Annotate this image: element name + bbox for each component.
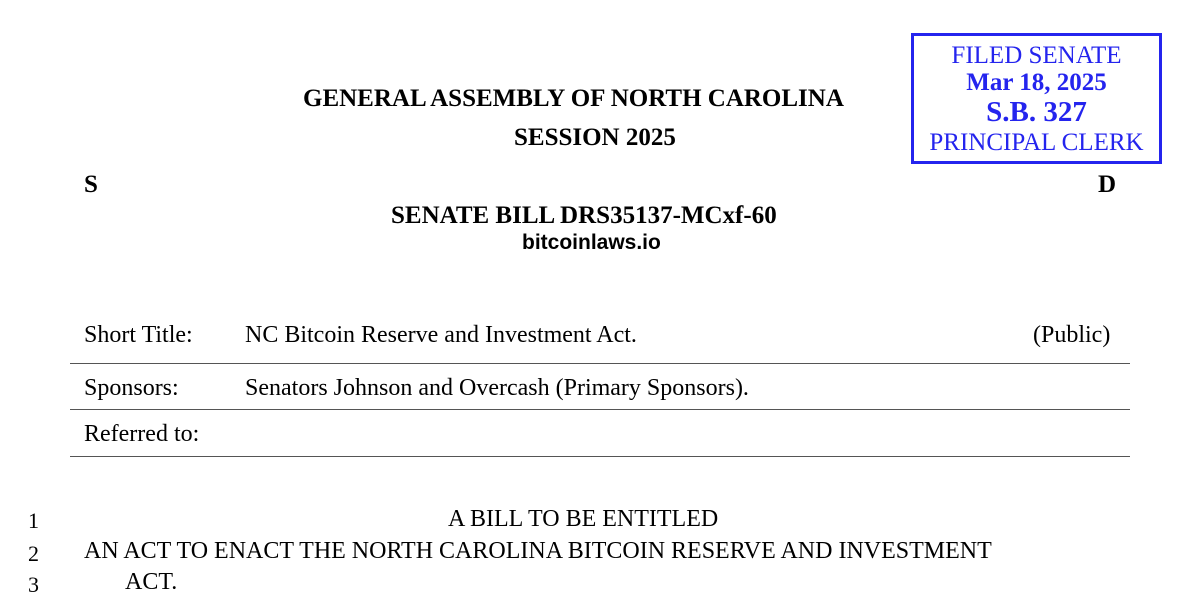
stamp-clerk-label: PRINCIPAL CLERK — [929, 129, 1144, 156]
table-divider — [70, 409, 1130, 410]
line-number: 2 — [28, 541, 39, 566]
stamp-bill-number: S.B. 327 — [986, 96, 1087, 128]
line-number: 3 — [28, 572, 39, 597]
bill-number: SENATE BILL DRS35137-MCxf-60 — [391, 202, 777, 229]
table-divider — [70, 363, 1130, 364]
stamp-date: Mar 18, 2025 — [966, 69, 1107, 96]
version-code: D — [1098, 171, 1117, 198]
session-heading: SESSION 2025 — [514, 124, 676, 151]
referred-to-label: Referred to: — [84, 421, 200, 447]
website-watermark: bitcoinlaws.io — [522, 231, 661, 254]
short-title-value: NC Bitcoin Reserve and Investment Act. — [245, 322, 637, 348]
general-assembly-heading: GENERAL ASSEMBLY OF NORTH CAROLINA — [303, 85, 844, 112]
sponsors-value: Senators Johnson and Overcash (Primary Sponsors). — [245, 375, 749, 401]
short-title-type: (Public) — [1033, 322, 1111, 348]
act-title-line: ACT. — [125, 569, 178, 595]
bill-entitled-heading: A BILL TO BE ENTITLED — [448, 506, 719, 532]
act-title-line: AN ACT TO ENACT THE NORTH CAROLINA BITCOIN RESERVE AND INVESTMENT — [84, 538, 992, 564]
chamber-code: S — [84, 171, 98, 198]
stamp-filed-label: FILED SENATE — [951, 42, 1122, 69]
short-title-label: Short Title: — [84, 322, 193, 348]
filed-senate-stamp — [911, 33, 1162, 164]
sponsors-label: Sponsors: — [84, 375, 179, 401]
table-divider — [70, 456, 1130, 457]
line-number: 1 — [28, 508, 39, 533]
